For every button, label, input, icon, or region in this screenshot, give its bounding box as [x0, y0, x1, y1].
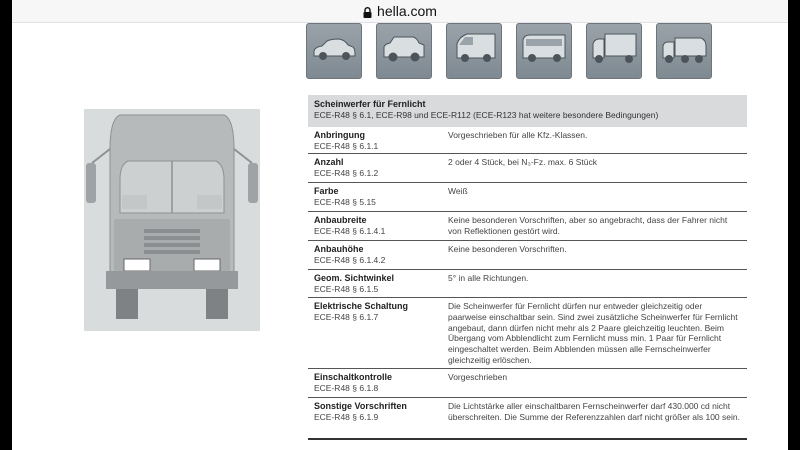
table-title: Scheinwerfer für Fernlicht — [314, 99, 426, 109]
row-ref: ECE-R48 § 6.1.4.1 — [314, 226, 386, 236]
row-ref: ECE-R48 § 6.1.7 — [314, 312, 379, 322]
table-row — [308, 154, 747, 183]
high-beam-regulation-table — [308, 95, 747, 440]
row-label: Farbe — [314, 186, 339, 196]
suv-icon[interactable] — [376, 23, 432, 79]
lock-icon — [363, 7, 372, 18]
row-ref: ECE-R48 § 6.1.2 — [314, 168, 379, 178]
right-high-beam-lamp — [194, 259, 220, 271]
row-value: 5° in alle Richtungen. — [448, 273, 529, 283]
row-value: Weiß — [448, 186, 468, 196]
row-value: Vorgeschrieben für alle Kfz.-Klassen. — [448, 130, 588, 140]
row-label: Sonstige Vorschriften — [314, 401, 407, 411]
row-label: Elektrische Schaltung — [314, 301, 409, 311]
address-bar[interactable] — [12, 0, 788, 23]
truck-front-image — [84, 109, 260, 331]
bus-icon[interactable] — [516, 23, 572, 79]
row-value: 2 oder 4 Stück, bei N₃-Fz. max. 6 Stück — [448, 157, 597, 167]
truck-icon[interactable] — [586, 23, 642, 79]
row-ref: ECE-R48 § 6.1.9 — [314, 412, 379, 422]
page-content — [12, 23, 788, 450]
row-value: Die Scheinwerfer für Fernlicht dürfen nur entweder gleichzeitig oder paarweise einschaltbar sein. Sind zwei zusätzliche Scheinwerfer für Fernlicht angebaut, dann dürfen nicht mehr als 2 Paare gleichzeitig leuchten. Beim Übergang vom Abblendlicht zum Fernlicht muss min. 1 Paar für Fernlicht eingeschaltet werden. Beim Abblenden müssen alle Fernscheinwerfer gleichzeitig erlöschen. — [448, 301, 738, 365]
browser-page — [12, 0, 788, 450]
row-label: Anzahl — [314, 157, 344, 167]
garbage-truck-icon[interactable] — [656, 23, 712, 79]
row-value: Vorgeschrieben — [448, 372, 508, 382]
row-label: Anbauhöhe — [314, 244, 364, 254]
row-ref: ECE-R48 § 6.1.5 — [314, 284, 379, 294]
car-icon[interactable] — [306, 23, 362, 79]
table-row — [308, 298, 747, 369]
van-icon[interactable] — [446, 23, 502, 79]
table-row — [308, 270, 747, 298]
row-value: Keine besonderen Vorschriften. — [448, 244, 567, 254]
table-row — [308, 212, 747, 241]
vehicle-selector — [306, 23, 712, 81]
row-value: Die Lichtstärke aller einschaltbaren Fernscheinwerfer darf 430.000 cd nicht überschreiten. Die Summe der Referenzzahlen darf nicht größer als 100 sein. — [448, 401, 740, 422]
table-header — [308, 95, 747, 127]
row-ref: ECE-R48 § 5.15 — [314, 197, 376, 207]
table-row — [308, 127, 747, 154]
row-ref: ECE-R48 § 6.1.1 — [314, 141, 379, 151]
row-label: Einschaltkontrolle — [314, 372, 393, 382]
table-subtitle: ECE-R48 § 6.1, ECE-R98 und ECE-R112 (ECE-R123 hat weitere besondere Bedingungen) — [314, 110, 659, 120]
table-bottom-rule — [308, 438, 747, 440]
row-label: Geom. Sichtwinkel — [314, 273, 395, 283]
left-high-beam-lamp — [124, 259, 150, 271]
table-row — [308, 369, 747, 398]
truck-front-illustration — [84, 109, 260, 331]
row-ref: ECE-R48 § 6.1.4.2 — [314, 255, 386, 265]
table-row — [308, 398, 747, 436]
row-value: Keine besonderen Vorschriften, aber so angebracht, dass der Fahrer nicht von Reflektionen gestört wird. — [448, 215, 728, 236]
row-ref: ECE-R48 § 6.1.8 — [314, 383, 379, 393]
row-label: Anbaubreite — [314, 215, 367, 225]
url-text: hella.com — [377, 3, 437, 19]
row-label: Anbringung — [314, 130, 365, 140]
table-row — [308, 241, 747, 270]
table-row — [308, 183, 747, 212]
